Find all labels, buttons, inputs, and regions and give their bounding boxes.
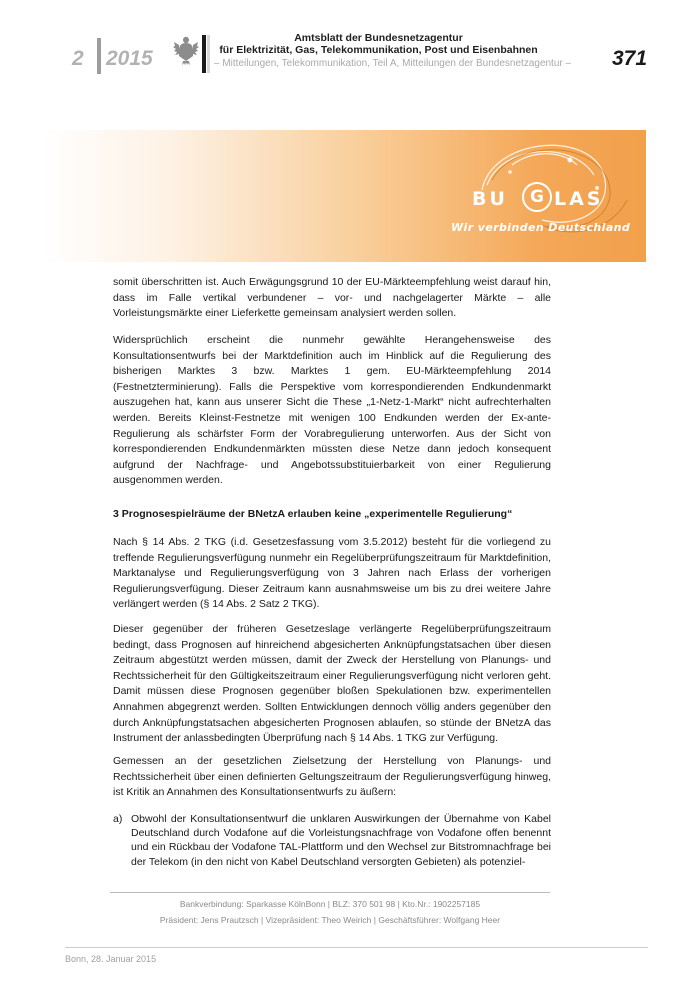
paragraph: Gemessen an der gesetzlichen Zielsetzung der Herstellung von Planungs- und Rechtssicherheit über einen definierten Geltungszeitraum der Regulierungsverfügung hinweg, ist Kritik an Annahmen des Konsultationsentwurfs zu äußern: <box>113 755 551 799</box>
paragraph: somit überschritten ist. Auch Erwägungsgrund 10 der EU-Märkteempfehlung weist darauf hin, dass im Falle vertikal verbundener – vor- und nachgelagerter Märkte – alle Vorleistungsmärkte einer Lieferkette gemeinsam analysiert werden sollen. <box>113 276 551 320</box>
list-item-text: Obwohl der Konsultationsentwurf die unklaren Auswirkungen der Übernahme von Kabel Deutschland durch Vodafone auf die Vorleistungsnachfrage von Vodafone offen benennt und ein Rückbau der Vodafone TAL-Plattform und den Wechsel zur Bitstromnachfrage bei der Telekom (in den nicht von Kabel Deutschland versorgten Gebieten) als potenziel- <box>131 813 551 868</box>
banner-tagline: Wir verbinden Deutschland <box>451 221 631 234</box>
issue-number: 2 <box>72 47 84 70</box>
footer-officers: Präsident: Jens Prautzsch | Vizepräsident: Theo Weirich | Geschäftsführer: Wolfgang Heer <box>159 915 501 925</box>
logo-text-bu: BU <box>472 188 508 210</box>
federal-eagle-icon <box>173 34 199 66</box>
date-divider <box>65 947 648 948</box>
issue-year: 2015 <box>106 47 153 70</box>
logo-g-circle: G <box>522 182 552 212</box>
publication-title-line1: Amtsblatt der Bundesnetzagentur <box>294 32 463 44</box>
paragraph: Widersprüchlich erscheint die nunmehr gewählte Herangehensweise des Konsultationsentwurfs bei der Marktdefinition auch im Hinblick auf die Regulierung des bisherigen Marktes 3 bzw. Marktes 1 gem. EU-Märkteempfehlung 2014 (Festnetzterminierung). Falls die Perspektive vom korrespondierenden Endkundenmarkt auszugehen hat, kann aus unserer Sicht die These „1-Netz-1-Markt“ nicht aufrechterhalten werden. Bereits Kleinst-Festnetze mit wenigen 100 Endkunden werden der Ex-ante-Regulierung als schärfster Form der Vorabregulierung unterworfen. Aus der Sicht von korrespondierenden Endkundenmärkten müssten diese Netze dann jedoch konsequent aufgrund der Nachfrage- und Angebotssubstituierbarkeit von einer Regulierung ausgenommen werden. <box>113 334 551 487</box>
paragraph: Dieser gegenüber der früheren Gesetzeslage verlängerte Regelüberprüfungszeitraum bedingt, dass Prognosen auf hinreichend abgesicherten Anknüpfungstatsachen über diesen Zeitraum abgestützt werden müssen, damit der Zweck der Herstellung von Planungs- und Rechtssicherheit für den Gültigkeitszeitraum einer Regulierungsverfügung nicht verloren geht. Damit müssen diese Prognosen gegenüber bloßen Spekulationen bzw. experimentellen Annahmen abgegrenzt werden. Sollten Entwicklungen dennoch völlig anders gegenüber den durch Anknüpfungstatsachen abgesicherten Prognosen ablaufen, so stünde der BNetzA das Instrument der anlassbedingten Überprüfung nach § 14 Abs. 1 TKG zur Verfügung. <box>113 623 551 745</box>
logo-text-las: LAS <box>554 188 604 210</box>
footer-divider <box>110 892 550 893</box>
document-date: Bonn, 28. Januar 2015 <box>65 954 157 964</box>
page-number: 371 <box>612 47 648 70</box>
publication-title <box>215 32 542 56</box>
footer-bank-details: Bankverbindung: Sparkasse KölnBonn | BLZ: 370 501 98 | Kto.Nr.: 1902257185 <box>179 899 481 909</box>
section-heading: 3 Prognosespielräume der BNetzA erlauben keine „experimentelle Regulierung“ <box>113 508 513 520</box>
paragraph: Nach § 14 Abs. 2 TKG (i.d. Gesetzesfassung vom 3.5.2012) besteht für die vorliegend zu treffende Regulierungsverfügung nunmehr ein Regelüberprüfungszeitraum für Marktdefinition, Marktanalyse und Regulierungsverfügung von 3 Jahren nach Erlass der vorherigen Regulierungsverfügung. Dieser Zeitraum kann ausnahmsweise um bis zu drei weitere Jahre verlängert werden (§ 14 Abs. 2 Satz 2 TKG). <box>113 536 551 611</box>
buglas-banner <box>42 130 646 262</box>
header-black-bar <box>202 35 206 73</box>
header-grey-bar <box>207 35 210 73</box>
publication-title-line2: für Elektrizität, Gas, Telekommunikation, Post und Eisenbahnen <box>219 44 538 56</box>
publication-subtitle: – Mitteilungen, Telekommunikation, Teil A, Mitteilungen der Bundesnetzagentur – <box>214 58 572 69</box>
list-item-label: a) <box>113 813 123 825</box>
header-divider <box>97 38 101 74</box>
